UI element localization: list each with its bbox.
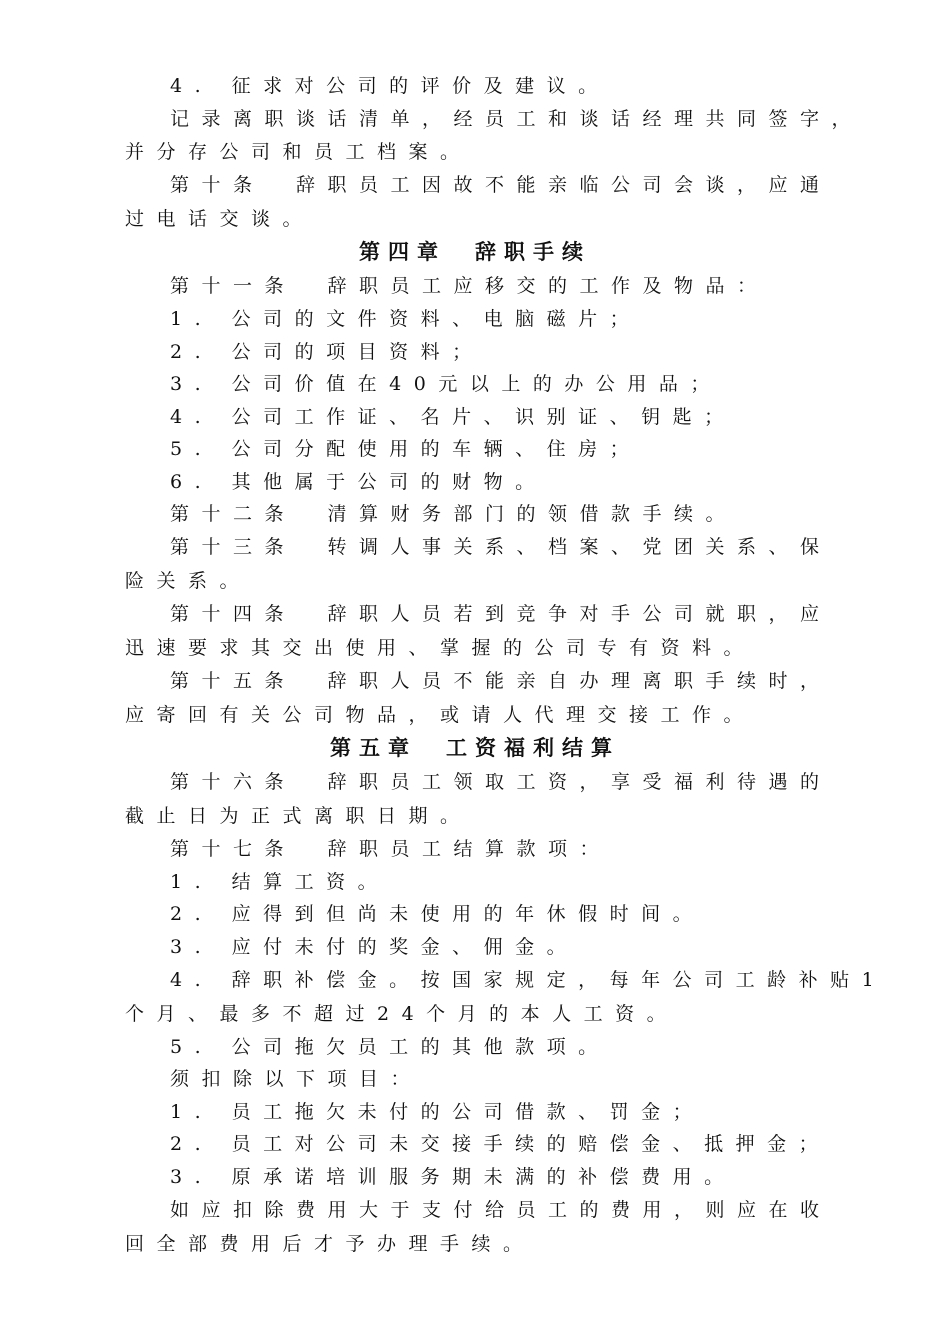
list-item: 1. 公司的文件资料、电脑磁片；: [170, 308, 642, 330]
article-13-line: 第十三条 转调人事关系、档案、党团关系、保: [170, 536, 832, 558]
list-item: 2. 应得到但尚未使用的年休假时间。: [170, 903, 705, 925]
article-16-line: 第十六条 辞职员工领取工资，享受福利待遇的: [170, 771, 832, 793]
paragraph-line: 应寄回有关公司物品，或请人代理交接工作。: [125, 704, 756, 726]
list-item: 4. 公司工作证、名片、识别证、钥匙；: [170, 406, 736, 428]
article-11-line: 第十一条 辞职员工应移交的工作及物品：: [170, 275, 769, 297]
list-item: 3. 原承诺培训服务期未满的补偿费用。: [170, 1166, 736, 1188]
article-10-line: 第十条 辞职员工因故不能亲临公司会谈，应通: [170, 174, 832, 196]
list-item: 2. 公司的项目资料；: [170, 341, 484, 363]
list-item: 1. 员工拖欠未付的公司借款、罚金；: [170, 1101, 705, 1123]
paragraph-line: 并分存公司和员工档案。: [125, 141, 472, 163]
paragraph-line: 如应扣除费用大于支付给员工的费用，则应在收: [170, 1199, 832, 1221]
list-item: 3. 应付未付的奖金、佣金。: [170, 936, 579, 958]
paragraph-line: 回全部费用后才予办理手续。: [125, 1233, 535, 1255]
list-item: 2. 员工对公司未交接手续的赔偿金、抵押金；: [170, 1133, 831, 1155]
list-item: 3. 公司价值在40元以上的办公用品；: [170, 373, 722, 395]
paragraph-line: 过电话交谈。: [125, 208, 315, 230]
paragraph-line: 须扣除以下项目：: [170, 1068, 423, 1090]
article-15-line: 第十五条 辞职人员不能亲自办理离职手续时，: [170, 670, 832, 692]
paragraph-line: 记录离职谈话清单，经员工和谈话经理共同签字，: [170, 108, 864, 130]
paragraph-line: 截止日为正式离职日期。: [125, 805, 472, 827]
list-item: 1. 结算工资。: [170, 871, 390, 893]
paragraph-line: 迅速要求其交出使用、掌握的公司专有资料。: [125, 637, 756, 659]
chapter-heading-5: 第五章 工资福利结算: [330, 735, 620, 760]
article-17-line: 第十七条 辞职员工结算款项：: [170, 838, 612, 860]
list-item: 4. 辞职补偿金。按国家规定，每年公司工龄补贴1: [170, 969, 887, 991]
paragraph-line: 个月、最多不超过24个月的本人工资。: [125, 1003, 679, 1025]
paragraph-line: 险关系。: [125, 570, 252, 592]
chapter-heading-4: 第四章 辞职手续: [359, 239, 591, 264]
article-14-line: 第十四条 辞职人员若到竞争对手公司就职，应: [170, 603, 832, 625]
list-item: 5. 公司拖欠员工的其他款项。: [170, 1036, 610, 1058]
paragraph-line: 4. 征求对公司的评价及建议。: [170, 75, 610, 97]
list-item: 5. 公司分配使用的车辆、住房；: [170, 438, 642, 460]
list-item: 6. 其他属于公司的财物。: [170, 471, 547, 493]
article-12-line: 第十二条 清算财务部门的领借款手续。: [170, 503, 738, 525]
